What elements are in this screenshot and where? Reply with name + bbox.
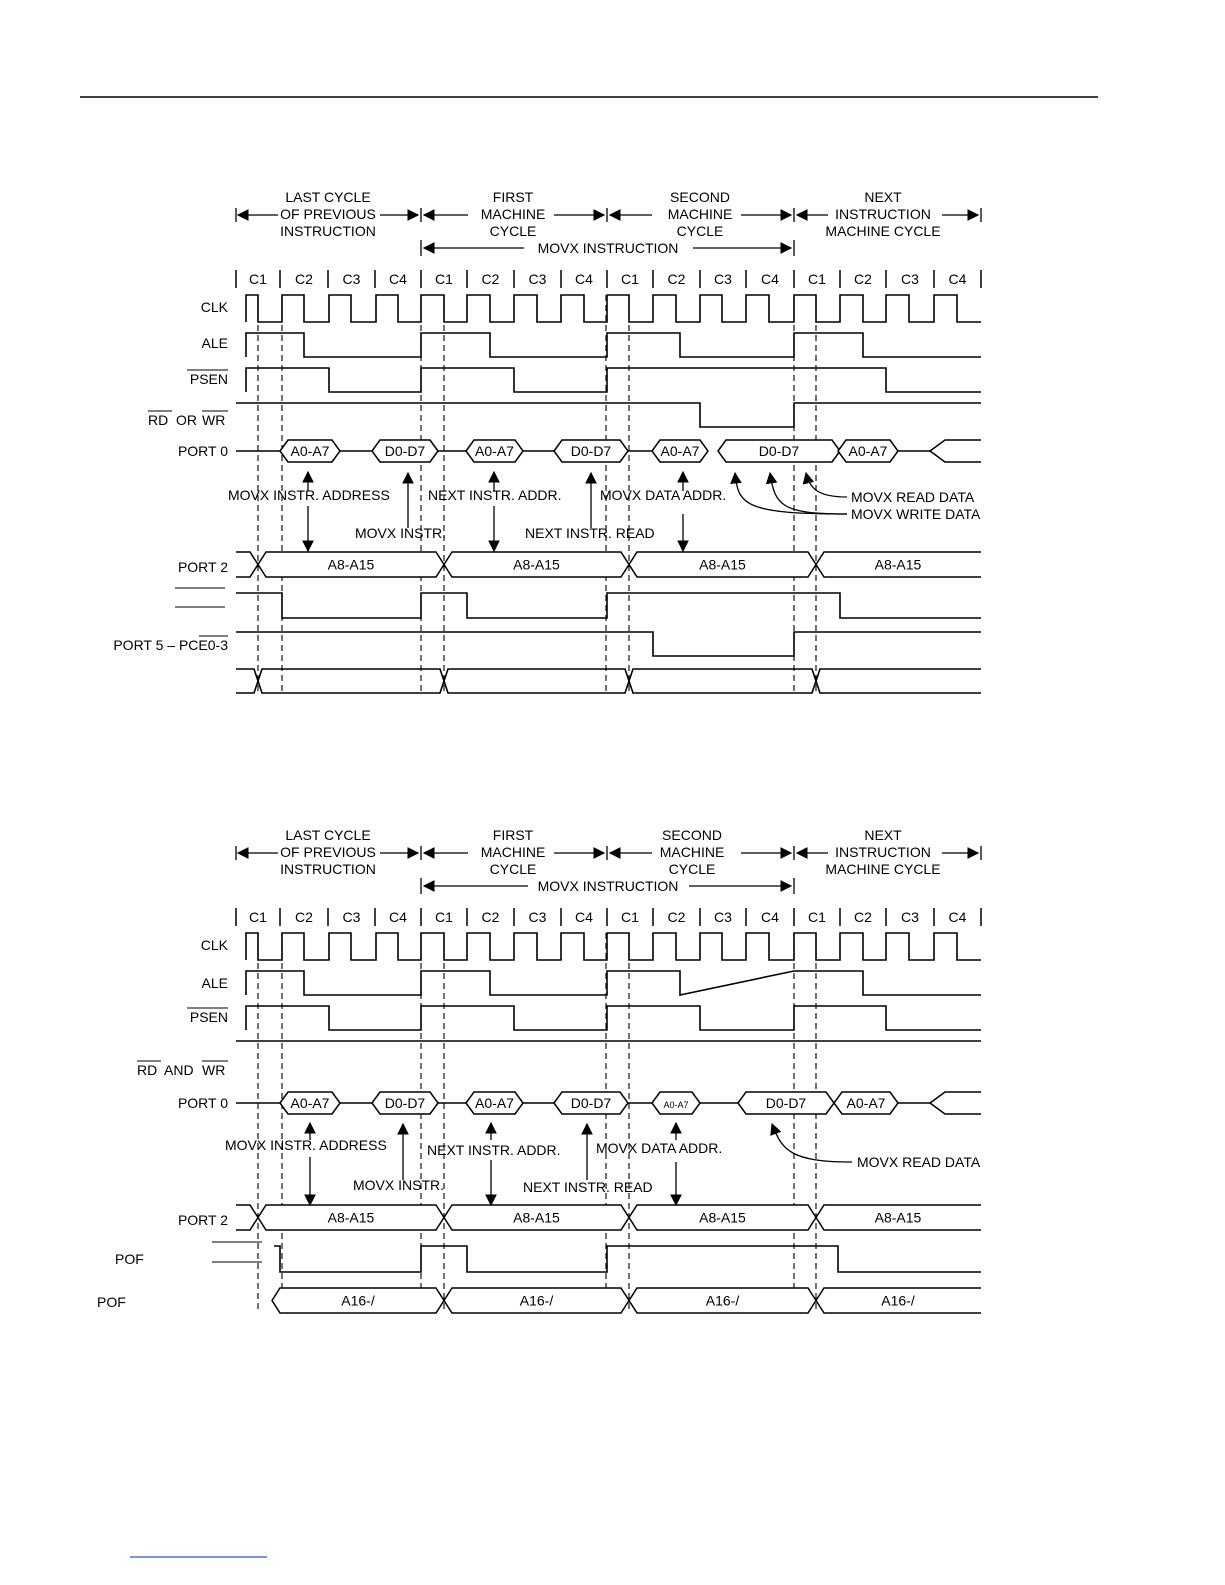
ann-movx-data-addr: MOVX DATA ADDR. <box>596 1140 723 1156</box>
port2-bus <box>236 552 981 577</box>
bus-value: D0-D7 <box>384 1095 426 1111</box>
clock-state-label: C3 <box>528 271 547 287</box>
header-second-cycle-3: CYCLE <box>676 223 724 239</box>
bus-value: A0-A7 <box>663 1100 689 1110</box>
bus-value: A0-A7 <box>475 443 514 459</box>
bus-value: A8-A15 <box>513 1209 560 1226</box>
clock-state-row <box>236 270 981 288</box>
clock-state-label: C3 <box>714 909 732 925</box>
cycle-headers <box>280 189 940 256</box>
clock-state-label: C2 <box>481 271 500 287</box>
clk-label: CLK <box>200 937 228 953</box>
clock-state-label: C2 <box>667 271 686 287</box>
clock-state-label: C4 <box>761 271 779 287</box>
header-first-cycle-1: FIRST <box>492 827 534 843</box>
port2-label: PORT 2 <box>177 559 228 575</box>
clock-state-label: C3 <box>342 271 361 287</box>
header-second-cycle-3: CYCLE <box>668 861 716 877</box>
psen-label: PSEN <box>189 371 228 387</box>
clock-state-label: C2 <box>667 909 686 925</box>
clock-state-label: C3 <box>901 909 919 925</box>
clk-wave <box>246 933 981 960</box>
bus-tail <box>930 1092 981 1114</box>
clock-state-label: C2 <box>295 271 313 287</box>
rdwr-and-label: AND <box>164 1062 194 1078</box>
bus-value: A8-A15 <box>874 556 922 573</box>
bus-value: D0-D7 <box>570 443 612 459</box>
bus-value: A0-A7 <box>848 443 888 459</box>
clock-state-label: C2 <box>295 909 313 925</box>
wr-label: WR <box>202 1062 226 1078</box>
timing-diagram-1 <box>113 189 981 693</box>
bus-value: A0-A7 <box>660 443 700 459</box>
psen-label: PSEN <box>189 1009 228 1025</box>
header-second-cycle-1: SECOND <box>662 827 722 843</box>
header-second-cycle-2: MACHINE <box>667 206 733 222</box>
header-second-cycle-1: SECOND <box>670 189 730 205</box>
clock-state-label: C2 <box>854 909 872 925</box>
header-last-cycle-2: OF PREVIOUS <box>280 844 376 860</box>
rd-label: RD <box>137 1062 158 1078</box>
header-last-cycle-3: INSTRUCTION <box>280 861 376 877</box>
clock-state-label: C1 <box>249 909 267 925</box>
port0-label: PORT 0 <box>177 1095 228 1111</box>
clock-state-label: C1 <box>621 271 639 287</box>
ann-movx-instr: MOVX INSTR. <box>355 525 447 541</box>
bus-value: A16-/ <box>881 1292 915 1309</box>
ale-wave <box>246 333 981 357</box>
header-first-cycle-2: MACHINE <box>480 206 546 222</box>
clk-wave <box>246 295 981 322</box>
clock-state-label: C4 <box>575 909 593 925</box>
annotations <box>225 1137 981 1195</box>
header-last-cycle-1: LAST CYCLE <box>285 827 371 843</box>
clock-state-label: C1 <box>249 271 267 287</box>
clock-state-label: C3 <box>528 909 547 925</box>
bus-value: D0-D7 <box>758 443 800 459</box>
bus-value: A8-A15 <box>699 556 746 573</box>
psen-wave <box>246 1006 981 1030</box>
bus-value: A0-A7 <box>290 443 330 459</box>
ann-next-instr-read: NEXT INSTR. READ <box>525 525 655 541</box>
bus-tail <box>930 440 981 462</box>
bus-value: A0-A7 <box>846 1095 886 1111</box>
signal-labels <box>113 299 228 653</box>
header-next-cycle-3: MACHINE CYCLE <box>825 223 941 239</box>
rd-label: RD <box>148 412 169 428</box>
clock-state-label: C3 <box>901 271 919 287</box>
header-last-cycle-1: LAST CYCLE <box>285 189 371 205</box>
header-second-cycle-2: MACHINE <box>659 844 725 860</box>
clock-state-label: C4 <box>948 909 967 925</box>
bus-lead <box>236 1205 258 1230</box>
bottom-bus-wave <box>236 669 981 693</box>
clock-state-label: C3 <box>714 271 732 287</box>
bus-lead <box>236 552 258 577</box>
ann-movx-read-data: MOVX READ DATA <box>857 1154 981 1170</box>
clock-state-row <box>236 908 981 926</box>
bus-value: A8-A15 <box>874 1209 922 1226</box>
annotations <box>228 487 981 541</box>
ann-movx-write-data: MOVX WRITE DATA <box>851 506 981 522</box>
port5-label: PORT 5 – PCE0-3 <box>113 637 228 653</box>
unlabeled-strobe-wave <box>236 593 981 618</box>
header-next-cycle-1: NEXT <box>864 189 902 205</box>
bus-value: D0-D7 <box>765 1095 807 1111</box>
bus-value: A16-/ <box>341 1292 375 1309</box>
pof-label-2: POF <box>97 1294 126 1310</box>
ann-movx-read-data: MOVX READ DATA <box>851 489 975 505</box>
header-first-cycle-2: MACHINE <box>480 844 546 860</box>
bus-value: D0-D7 <box>384 443 426 459</box>
clock-state-label: C2 <box>481 909 500 925</box>
header-next-cycle-3: MACHINE CYCLE <box>825 861 941 877</box>
clock-state-label: C4 <box>389 271 407 287</box>
pof-label-1: POF <box>115 1251 144 1267</box>
clock-state-label: C4 <box>761 909 779 925</box>
clock-state-label: C4 <box>948 271 967 287</box>
waveforms <box>236 933 981 1312</box>
pof-strobe-wave <box>274 1246 981 1272</box>
clock-state-label: C1 <box>621 909 639 925</box>
ann-next-instr-read: NEXT INSTR. READ <box>523 1179 653 1195</box>
header-first-cycle-3: CYCLE <box>489 861 537 877</box>
bus-value: A8-A15 <box>327 1209 375 1226</box>
port0-bus <box>236 1092 981 1114</box>
port0-bus <box>236 440 981 462</box>
header-first-cycle-1: FIRST <box>492 189 534 205</box>
bus-value: A8-A15 <box>699 1209 746 1226</box>
bus-value: A8-A15 <box>327 556 375 573</box>
bus-value: D0-D7 <box>570 1095 612 1111</box>
port2-label: PORT 2 <box>177 1212 228 1228</box>
bottom-bus-wave <box>236 669 981 693</box>
ann-movx-instr-address: MOVX INSTR. ADDRESS <box>225 1137 387 1153</box>
rdwr-or-label: OR <box>176 412 197 428</box>
header-next-cycle-2: INSTRUCTION <box>835 206 931 222</box>
clock-state-label: C3 <box>342 909 361 925</box>
clock-state-label: C4 <box>389 909 407 925</box>
header-last-cycle-3: INSTRUCTION <box>280 223 376 239</box>
ale-wave <box>246 971 981 995</box>
psen-wave <box>246 368 981 392</box>
bus-value: A8-A15 <box>513 556 560 573</box>
ann-movx-instr-address: MOVX INSTR. ADDRESS <box>228 487 390 503</box>
port5-pce-wave <box>236 632 981 656</box>
header-last-cycle-2: OF PREVIOUS <box>280 206 376 222</box>
signal-labels <box>97 937 262 1310</box>
ann-movx-data-addr: MOVX DATA ADDR. <box>600 487 727 503</box>
ann-movx-instr: MOVX INSTR. <box>353 1177 445 1193</box>
header-first-cycle-3: CYCLE <box>489 223 537 239</box>
header-next-cycle-1: NEXT <box>864 827 902 843</box>
ale-label: ALE <box>201 975 228 991</box>
bus-value: A0-A7 <box>475 1095 514 1111</box>
pof-bus <box>272 1288 981 1313</box>
header-next-cycle-2: INSTRUCTION <box>835 844 931 860</box>
ann-next-instr-addr: NEXT INSTR. ADDR. <box>428 487 562 503</box>
ale-label: ALE <box>201 335 228 351</box>
clk-label: CLK <box>200 299 228 315</box>
timing-diagram-2 <box>97 827 981 1313</box>
clock-state-label: C2 <box>854 271 872 287</box>
clock-state-label: C1 <box>808 909 826 925</box>
rd-wr-wave <box>236 403 981 427</box>
bus-value: A16-/ <box>519 1292 554 1309</box>
clock-state-label: C1 <box>808 271 826 287</box>
port2-bus <box>236 1205 981 1230</box>
bus-value: A16-/ <box>705 1292 740 1309</box>
movx-instruction-label: MOVX INSTRUCTION <box>537 240 679 256</box>
ann-next-instr-addr: NEXT INSTR. ADDR. <box>427 1142 561 1158</box>
port0-label: PORT 0 <box>177 443 228 459</box>
bus-value: A0-A7 <box>290 1095 330 1111</box>
clock-state-label: C1 <box>435 271 453 287</box>
movx-instruction-label: MOVX INSTRUCTION <box>537 878 679 894</box>
clock-state-label: C1 <box>435 909 453 925</box>
clock-state-label: C4 <box>575 271 593 287</box>
wr-label: WR <box>202 412 226 428</box>
cycle-headers <box>280 827 940 894</box>
